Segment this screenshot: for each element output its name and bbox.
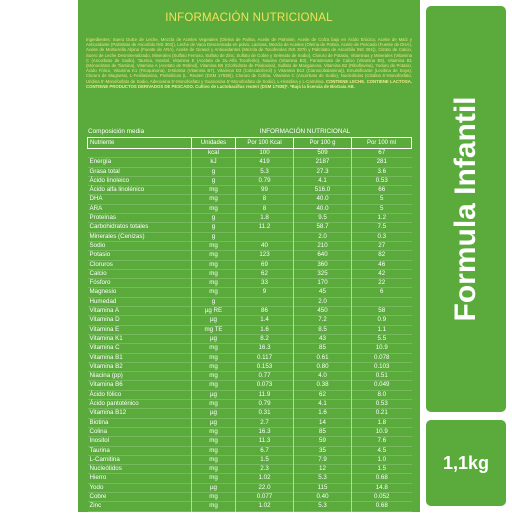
table-row	[88, 325, 412, 334]
per-100-kcal-cell: 8.2	[236, 334, 294, 343]
per-100-kcal-cell: 0.153	[236, 362, 294, 371]
column-header-units: Unidades	[192, 138, 236, 149]
per-100-g-cell: 40.0	[294, 195, 352, 204]
nutrient-cell: Ácido linoleico	[89, 176, 130, 184]
per-100-kcal-cell: 9	[236, 288, 294, 297]
table-header-row	[88, 138, 412, 149]
per-100-g-cell: 7.9	[294, 455, 352, 464]
nutrient-cell: Potasio	[89, 251, 111, 259]
per-100-kcal-cell: 0.31	[236, 409, 294, 418]
per-100-kcal-cell: 99	[236, 186, 294, 195]
nutrient-cell: Vitamina B1	[89, 353, 123, 361]
per-100-g-cell: 10	[294, 520, 352, 529]
ingredients-text	[86, 37, 412, 89]
unit-cell: g	[192, 232, 236, 241]
per-100-ml-cell: 0.052	[352, 492, 412, 501]
per-100-ml-cell: 281	[352, 158, 412, 167]
per-100-ml-cell: 5	[352, 195, 412, 204]
table-row	[88, 223, 412, 232]
per-100-g-cell: 509	[294, 149, 352, 158]
unit-cell: mg	[192, 186, 236, 195]
unit-cell: mg	[192, 269, 236, 278]
per-100-g-cell: 85	[294, 344, 352, 353]
nutrient-cell: Vitamina B2	[89, 362, 123, 370]
nutrient-cell: Calcio	[89, 269, 107, 277]
per-100-ml-cell: 1.5	[352, 465, 412, 474]
table-row	[88, 288, 412, 297]
per-100-ml-cell: 46	[352, 260, 412, 269]
per-100-g-cell: 0.61	[294, 353, 352, 362]
nutrient-cell: Energía	[89, 158, 112, 166]
per-100-kcal-cell: 419	[236, 158, 294, 167]
table-row	[88, 502, 412, 511]
table-row	[88, 214, 412, 223]
nutrient-cell: Colina	[89, 427, 108, 435]
nutrient-cell: Vitamina A	[89, 307, 119, 315]
table-row	[88, 167, 412, 176]
unit-cell: µg	[192, 316, 236, 325]
nutrient-cell: ARA	[89, 204, 103, 212]
per-100-g-cell: 0.80	[294, 362, 352, 371]
per-100-ml-cell: 1.3	[352, 520, 412, 529]
product-type-banner	[426, 6, 506, 412]
per-100-g-cell: 9.5	[294, 214, 352, 223]
per-100-kcal-cell: 0.077	[236, 492, 294, 501]
unit-cell: µg	[192, 483, 236, 492]
nutrient-cell: Ácido fólico	[89, 390, 122, 398]
table-title: INFORMACIÓN NUTRICIONAL	[259, 128, 351, 135]
unit-cell: mg	[192, 502, 236, 511]
per-100-ml-cell: 0.049	[352, 381, 412, 390]
per-100-kcal-cell	[236, 297, 294, 306]
unit-cell: µg	[192, 334, 236, 343]
nutrient-cell: Carbohidratos totales	[89, 223, 149, 231]
product-type-label: Formula Infantil	[449, 96, 482, 322]
per-100-g-cell: 516.0	[294, 186, 352, 195]
nutrient-cell: Sodio	[89, 241, 106, 249]
table-row	[88, 149, 412, 158]
unit-cell: mg	[192, 279, 236, 288]
per-100-kcal-cell: 0.79	[236, 400, 294, 409]
unit-cell: mg	[192, 474, 236, 483]
per-100-ml-cell: 22	[352, 279, 412, 288]
per-100-kcal-cell: 0.79	[236, 176, 294, 185]
table-row	[88, 353, 412, 362]
per-100-ml-cell: 7.6	[352, 437, 412, 446]
per-100-kcal-cell: 0.117	[236, 353, 294, 362]
unit-cell: mg	[192, 455, 236, 464]
nutrient-cell: Cloruros	[89, 260, 113, 268]
per-100-kcal-cell: 8	[236, 204, 294, 213]
table-row	[88, 269, 412, 278]
per-100-ml-cell: 82	[352, 251, 412, 260]
unit-cell: g	[192, 223, 236, 232]
unit-cell: mg	[192, 446, 236, 455]
per-100-ml-cell: 66	[352, 186, 412, 195]
nutrient-cell: Vitamina C	[89, 344, 120, 352]
nutrient-cell: Biotina	[89, 418, 109, 426]
unit-cell: mg	[192, 372, 236, 381]
nutrient-cell: Niacina (pp)	[89, 372, 123, 380]
per-100-g-cell: 35	[294, 446, 352, 455]
per-100-ml-cell: 1.1	[352, 325, 412, 334]
per-100-g-cell: 4.0	[294, 372, 352, 381]
unit-cell: mg	[192, 204, 236, 213]
unit-cell: mg	[192, 427, 236, 436]
weight-label: 1,1kg	[442, 453, 490, 473]
per-100-kcal-cell: 11.2	[236, 223, 294, 232]
unit-cell: mg	[192, 260, 236, 269]
table-row	[88, 316, 412, 325]
per-100-ml-cell: 67	[352, 149, 412, 158]
table-row	[88, 455, 412, 464]
table-row	[88, 372, 412, 381]
per-100-g-cell: 12	[294, 465, 352, 474]
nutrition-panel	[78, 0, 420, 528]
table-row	[88, 195, 412, 204]
per-100-g-cell: 27.3	[294, 167, 352, 176]
unit-cell: mg	[192, 353, 236, 362]
per-100-kcal-cell: 8	[236, 195, 294, 204]
per-100-ml-cell: 0.103	[352, 362, 412, 371]
per-100-ml-cell: 0.078	[352, 353, 412, 362]
per-100-kcal-cell: 33	[236, 279, 294, 288]
per-100-g-cell: 4.1	[294, 400, 352, 409]
nutrient-cell: DHA	[89, 195, 103, 203]
unit-cell: µg	[192, 511, 236, 520]
table-row	[88, 334, 412, 343]
nutrient-cell: Taurina	[89, 446, 110, 454]
per-100-g-cell: 5.3	[294, 502, 352, 511]
nutrient-cell: Vitamina E	[89, 325, 120, 333]
table-row	[88, 446, 412, 455]
per-100-kcal-cell: 1.4	[236, 316, 294, 325]
table-row	[88, 427, 412, 436]
per-100-ml-cell: 12.8	[352, 511, 412, 520]
per-100-kcal-cell: 86	[236, 307, 294, 316]
table-row	[88, 186, 412, 195]
per-100-ml-cell: 10.9	[352, 427, 412, 436]
table-row	[88, 251, 412, 260]
weight-banner	[426, 420, 506, 506]
nutrient-cell: Grasa total	[89, 167, 120, 175]
table-row	[88, 362, 412, 371]
table-row	[88, 158, 412, 167]
per-100-ml-cell	[352, 297, 412, 306]
per-100-kcal-cell: 0.073	[236, 381, 294, 390]
per-100-kcal-cell: 123	[236, 251, 294, 260]
per-100-ml-cell: 3.6	[352, 167, 412, 176]
per-100-g-cell: 0.40	[294, 492, 352, 501]
unit-cell: mg	[192, 195, 236, 204]
per-100-ml-cell: 0.3	[352, 232, 412, 241]
per-100-g-cell: 450	[294, 307, 352, 316]
nutrient-cell: Ácido pantoténico	[89, 400, 139, 408]
nutrient-cell: Nucleótidos	[89, 465, 122, 473]
per-100-ml-cell: 1.0	[352, 455, 412, 464]
unit-cell: g	[192, 297, 236, 306]
nutrient-cell: Proteínas	[89, 214, 116, 222]
per-100-kcal-cell: 100	[236, 149, 294, 158]
per-100-g-cell: 0.38	[294, 381, 352, 390]
panel-title: INFORMACIÓN NUTRICIONAL	[165, 12, 333, 24]
table-row	[88, 204, 412, 213]
per-100-kcal-cell: 16.3	[236, 344, 294, 353]
ingredients-list: Ingredientes: Suero Dulce de Leche, Mezcla de Aceites Vegetales (Oleína de Palma, Aceite de Palmiste, Aceite de Colza bajo en Ácido Erúcico, Aceite de Maíz y Antioxidante (Palmitato de Ascorbilo INS 304)), Leche de Vaca Descremada en polvo, Lactosa, Mezcla de Aceites (Oleína de Palma, Aceite de Pescado (Fuente de DHA), Aceite de Mortierella Alpina (Fuente de ARA), Aceite de Girasol y Antioxidantes (Mezcla de Tocoferoles INS 307b y Palmitato de Ascorbilo INS 304)), Citrato de Calcio, Suero de Leche Desmineralizado, Minerales (Sulfato Ferroso, Sulfato de Zinc, Sulfato de Cobre y Selenato de Sodio), Cloruro de Potasio, Vitaminas y Minerales (Vitamina C (Ascorbato de Sodio), Taurina, Inositol, Vitamina E (Acetato de DL-Alfa Tocoferilo), Niacina (Vitamina B3), Pantotenato de Calcio (Vitamina B5), Vitamina B1 (Mononitrato de Tiamina), Vitamina A (Acetato de Retinol), Vitamina B6 (Clorhidrato de Piridoxina), Sulfato de Manganeso, Vitamina B2 (Riboflavina), Yoduro de Potasio, Ácido Fólico, Vitamina K1 (Fitoquinona), D-Biotina (Vitamina B7), Vitamina D3 (Colecalciferol) y Vitamina B12 (Cianocobalamina)), Emulsificante (Lecitina de Soya), Cloruro de Magnesio, L-Fenilalanina, Prebióticos (L. Reuteri (DSM 17938)), Cloruro de Colina, Vitamina C (Ascorbato de Sodio), Nucleótidos (Citidina 5'-Monofosfato, Uridina 5'-Monofosfato de Sodio, Adenosina 5'-Monofosfato y Guanosina 5'-Monofosfato de Sodio), L-Histidina y L-Carnitina.	[86, 37, 412, 84]
unit-cell: kJ	[192, 158, 236, 167]
per-100-kcal-cell: 69	[236, 260, 294, 269]
per-100-g-cell: 59	[294, 437, 352, 446]
table-row	[88, 418, 412, 427]
per-100-ml-cell: 8.0	[352, 390, 412, 399]
nutrition-table	[87, 137, 412, 530]
unit-cell: mg	[192, 465, 236, 474]
nutrition-table-body	[88, 149, 412, 530]
nutrient-cell: Ácido alfa linolénico	[89, 186, 145, 194]
per-100-g-cell: 325	[294, 269, 352, 278]
allergen-warnings: CONTIENE LECHE. CONTIENE LACTOSA. CONTIENE PRODUCTOS DERIVADOS DE PESCADO. Cultivo de Lactobacillus reuteri (DSM 17938)*. *Bajo la licencia de BioGaia AB.	[86, 78, 412, 89]
unit-cell: mg	[192, 251, 236, 260]
nutrient-cell: Magnesio	[89, 288, 117, 296]
table-row	[88, 511, 412, 520]
per-100-ml-cell: 6	[352, 288, 412, 297]
table-row	[88, 307, 412, 316]
column-header-per-100-ml: Por 100 ml	[352, 138, 412, 149]
per-100-kcal-cell: 2.7	[236, 418, 294, 427]
table-row	[88, 297, 412, 306]
per-100-kcal-cell: 62	[236, 269, 294, 278]
per-100-ml-cell: 1.2	[352, 214, 412, 223]
unit-cell: mg TE	[192, 325, 236, 334]
per-100-g-cell: 43	[294, 334, 352, 343]
table-row	[88, 400, 412, 409]
nutrient-cell: Hierro	[89, 474, 107, 482]
per-100-kcal-cell: 19.2	[236, 511, 294, 520]
per-100-kcal-cell: 1.02	[236, 502, 294, 511]
per-100-ml-cell: 0.9	[352, 316, 412, 325]
table-row	[88, 390, 412, 399]
column-header-nutrient: Nutriente	[88, 138, 192, 149]
per-100-ml-cell: 0.53	[352, 400, 412, 409]
unit-cell: µg	[192, 409, 236, 418]
per-100-kcal-cell: 22.0	[236, 483, 294, 492]
per-100-kcal-cell: 5.3	[236, 167, 294, 176]
per-100-g-cell: 2.0	[294, 297, 352, 306]
per-100-ml-cell: 5.5	[352, 334, 412, 343]
per-100-kcal-cell: 40	[236, 241, 294, 250]
table-row	[88, 381, 412, 390]
unit-cell: mg	[192, 437, 236, 446]
per-100-g-cell: 4.1	[294, 176, 352, 185]
per-100-g-cell: 40.0	[294, 204, 352, 213]
per-100-kcal-cell: 11.9	[236, 390, 294, 399]
per-100-g-cell: 58.7	[294, 223, 352, 232]
unit-cell: mg	[192, 362, 236, 371]
per-100-g-cell: 85	[294, 427, 352, 436]
table-row	[88, 241, 412, 250]
per-100-g-cell: 7.2	[294, 316, 352, 325]
per-100-g-cell: 2.0	[294, 232, 352, 241]
per-100-kcal-cell: 1.5	[236, 455, 294, 464]
per-100-g-cell: 210	[294, 241, 352, 250]
per-100-kcal-cell	[236, 232, 294, 241]
nutrient-cell	[88, 149, 192, 158]
column-header-per-100-g: Por 100 g	[294, 138, 352, 149]
unit-cell: kcal	[192, 149, 236, 158]
nutrient-cell: Fósforo	[89, 279, 111, 287]
table-row	[88, 279, 412, 288]
per-100-g-cell: 115	[294, 483, 352, 492]
per-100-kcal-cell: 2.3	[236, 465, 294, 474]
per-100-g-cell: 360	[294, 260, 352, 269]
per-100-g-cell: 1.6	[294, 409, 352, 418]
per-100-ml-cell: 0.68	[352, 502, 412, 511]
nutrient-cell: Zinc	[89, 502, 102, 510]
per-100-ml-cell: 7.5	[352, 223, 412, 232]
column-header-per-100-kcal: Por 100 Kcal	[236, 138, 294, 149]
per-100-g-cell: 100	[294, 511, 352, 520]
nutrient-cell: Vitamina K1	[89, 334, 123, 342]
per-100-ml-cell: 42	[352, 269, 412, 278]
table-row	[88, 492, 412, 501]
per-100-ml-cell: 4.5	[352, 446, 412, 455]
table-row	[88, 474, 412, 483]
per-100-ml-cell: 0.51	[352, 372, 412, 381]
per-100-g-cell: 62	[294, 390, 352, 399]
per-100-g-cell: 640	[294, 251, 352, 260]
nutrient-cell: Vitamina D	[89, 316, 120, 324]
per-100-ml-cell: 0.68	[352, 474, 412, 483]
per-100-kcal-cell: 1.6	[236, 325, 294, 334]
per-100-ml-cell: 1.8	[352, 418, 412, 427]
per-100-kcal-cell: 2.0	[236, 520, 294, 529]
per-100-g-cell: 14	[294, 418, 352, 427]
table-row	[88, 409, 412, 418]
per-100-ml-cell: 10.9	[352, 344, 412, 353]
per-100-g-cell: 2187	[294, 158, 352, 167]
per-100-g-cell: 8.5	[294, 325, 352, 334]
per-100-kcal-cell: 0.77	[236, 372, 294, 381]
table-row	[88, 260, 412, 269]
nutrient-cell: Cobre	[89, 492, 107, 500]
nutrient-cell: Vitamina B6	[89, 381, 123, 389]
unit-cell: µg	[192, 520, 236, 529]
unit-cell: mg	[192, 288, 236, 297]
table-row	[88, 483, 412, 492]
unit-cell: mg	[192, 241, 236, 250]
unit-cell: mg	[192, 492, 236, 501]
per-100-g-cell: 5.3	[294, 474, 352, 483]
table-row	[88, 437, 412, 446]
unit-cell: g	[192, 167, 236, 176]
nutrient-cell: Minerales (Cenizas)	[89, 232, 145, 240]
nutrient-cell: Manganeso	[89, 511, 122, 519]
table-row	[88, 344, 412, 353]
composition-label: Composición media	[88, 128, 145, 135]
per-100-kcal-cell: 11.3	[236, 437, 294, 446]
unit-cell: g	[192, 176, 236, 185]
per-100-ml-cell: 14.8	[352, 483, 412, 492]
nutrient-cell: Inositol	[89, 437, 110, 445]
per-100-kcal-cell: 16.3	[236, 427, 294, 436]
per-100-kcal-cell: 1.02	[236, 474, 294, 483]
per-100-ml-cell: 58	[352, 307, 412, 316]
table-row	[88, 520, 412, 529]
per-100-ml-cell: 27	[352, 241, 412, 250]
per-100-kcal-cell: 1.8	[236, 214, 294, 223]
nutrient-cell: Selenio	[89, 520, 111, 528]
per-100-g-cell: 45	[294, 288, 352, 297]
table-row	[88, 465, 412, 474]
unit-cell: mg	[192, 344, 236, 353]
unit-cell: µg	[192, 390, 236, 399]
nutrient-cell: L-Carnitina	[89, 455, 120, 463]
per-100-ml-cell: 0.53	[352, 176, 412, 185]
unit-cell: mg	[192, 400, 236, 409]
table-row	[88, 232, 412, 241]
unit-cell: mg	[192, 381, 236, 390]
nutrient-cell: Vitamina B12	[89, 409, 127, 417]
nutrient-cell: Yodo	[89, 483, 104, 491]
unit-cell: µg RE	[192, 307, 236, 316]
unit-cell: µg	[192, 418, 236, 427]
nutrient-cell: Humedad	[89, 297, 117, 305]
per-100-ml-cell: 0.21	[352, 409, 412, 418]
per-100-ml-cell: 5	[352, 204, 412, 213]
per-100-kcal-cell: 6.7	[236, 446, 294, 455]
per-100-g-cell: 170	[294, 279, 352, 288]
table-row	[88, 176, 412, 185]
unit-cell: g	[192, 214, 236, 223]
